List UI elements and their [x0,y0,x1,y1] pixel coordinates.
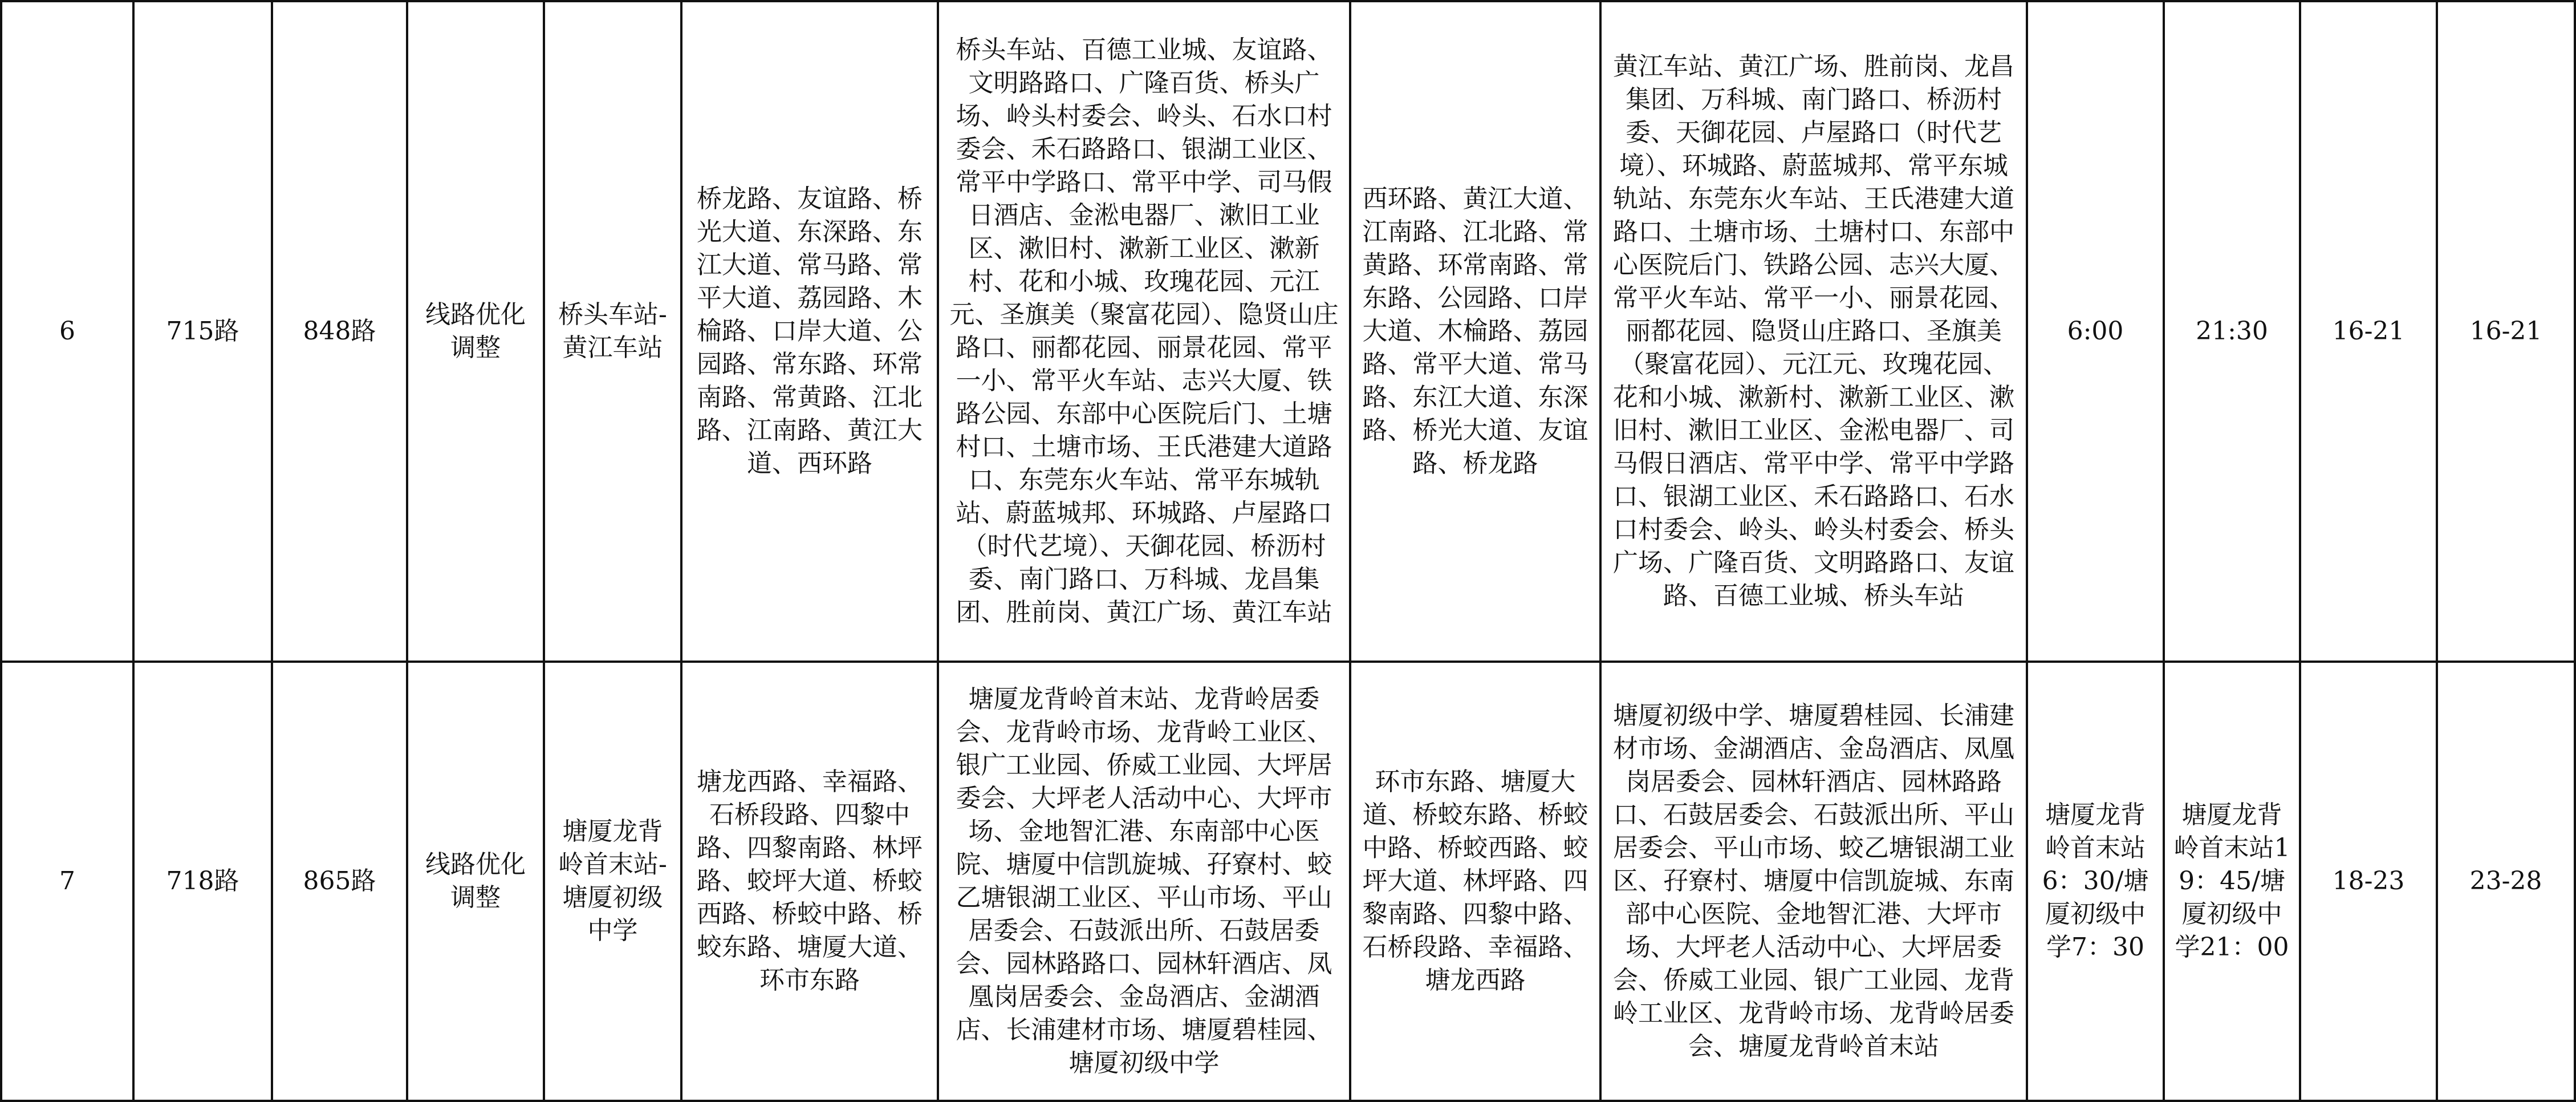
original-line: 718路 [133,662,272,1101]
interval-b: 23-28 [2437,662,2575,1101]
table-row [1,1,2575,662]
row-number: 6 [1,1,133,662]
interval-b: 16-21 [2437,1,2575,662]
interval-a: 16-21 [2300,1,2437,662]
stops-down: 塘厦初级中学、塘厦碧桂园、长浦建材市场、金湖酒店、金岛酒店、凤凰岗居委会、园林轩酒店、园林路路口、石鼓居委会、石鼓派出所、平山居委会、平山市场、蛟乙塘银湖工业区、孖寮村、塘厦中信凯旋城、东南部中心医院、金地智汇港、大坪市场、大坪老人活动中心、大坪居委会、侨威工业园、银广工业园、龙背岭工业区、龙背岭市场、龙背岭居委会、塘厦龙背岭首末站 [1600,662,2027,1101]
stops-up: 塘厦龙背岭首末站、龙背岭居委会、龙背岭市场、龙背岭工业区、银广工业园、侨威工业园、大坪居委会、大坪老人活动中心、大坪市场、金地智汇港、东南部中心医院、塘厦中信凯旋城、孖寮村、蛟乙塘银湖工业区、平山市场、平山居委会、石鼓派出所、石鼓居委会、园林路路口、园林轩酒店、凤凰岗居委会、金岛酒店、金湖酒店、长浦建材市场、塘厦碧桂园、塘厦初级中学 [938,662,1350,1101]
original-line: 715路 [133,1,272,662]
terminals: 塘厦龙背岭首末站-塘厦初级中学 [544,662,681,1101]
adjustment-type: 线路优化调整 [407,1,544,662]
roads-up: 塘龙西路、幸福路、石桥段路、四黎中路、四黎南路、林坪路、蛟坪大道、桥蛟西路、桥蛟中路、桥蛟东路、塘厦大道、环市东路 [681,662,938,1101]
stops-up: 桥头车站、百德工业城、友谊路、文明路路口、广隆百货、桥头广场、岭头村委会、岭头、石水口村委会、禾石路路口、银湖工业区、常平中学路口、常平中学、司马假日酒店、金淞电器厂、漱旧工业区、漱旧村、漱新工业区、漱新村、花和小城、玫瑰花园、元江元、圣旗美（聚富花园）、隐贤山庄路口、丽都花园、丽景花园、常平一小、常平火车站、志兴大厦、铁路公园、东部中心医院后门、土塘村口、土塘市场、王氏港建大道路口、东莞东火车站、常平东城轨站、蔚蓝城邦、环城路、卢屋路口（时代艺境）、天御花园、桥沥村委、南门路口、万科城、龙昌集团、胜前岗、黄江广场、黄江车站 [938,1,1350,662]
table-row [1,662,2575,1101]
terminals: 桥头车站-黄江车站 [544,1,681,662]
last-bus-time: 21:30 [2164,1,2300,662]
first-bus-time: 塘厦龙背岭首末站6：30/塘厦初级中学7：30 [2027,662,2164,1101]
first-bus-time: 6:00 [2027,1,2164,662]
roads-up: 桥龙路、友谊路、桥光大道、东深路、东江大道、常马路、常平大道、荔园路、木棆路、口岸大道、公园路、常东路、环常南路、常黄路、江北路、江南路、黄江大道、西环路 [681,1,938,662]
stops-down: 黄江车站、黄江广场、胜前岗、龙昌集团、万科城、南门路口、桥沥村委、天御花园、卢屋路口（时代艺境）、环城路、蔚蓝城邦、常平东城轨站、东莞东火车站、王氏港建大道路口、土塘市场、土塘村口、东部中心医院后门、铁路公园、志兴大厦、常平火车站、常平一小、丽景花园、丽都花园、隐贤山庄路口、圣旗美（聚富花园）、元江元、玫瑰花园、花和小城、漱新村、漱新工业区、漱旧村、漱旧工业区、金淞电器厂、司马假日酒店、常平中学、常平中学路口、银湖工业区、禾石路路口、石水口村委会、岭头、岭头村委会、桥头广场、广隆百货、文明路路口、友谊路、百德工业城、桥头车站 [1600,1,2027,662]
interval-a: 18-23 [2300,662,2437,1101]
last-bus-time: 塘厦龙背岭首末站19：45/塘厦初级中学21：00 [2164,662,2300,1101]
row-number: 7 [1,662,133,1101]
new-line: 865路 [272,662,407,1101]
new-line: 848路 [272,1,407,662]
roads-down: 环市东路、塘厦大道、桥蛟东路、桥蛟中路、桥蛟西路、蛟坪大道、林坪路、四黎南路、四黎中路、石桥段路、幸福路、塘龙西路 [1350,662,1600,1101]
roads-down: 西环路、黄江大道、江南路、江北路、常黄路、环常南路、常东路、公园路、口岸大道、木棆路、荔园路、常平大道、常马路、东江大道、东深路、桥光大道、友谊路、桥龙路 [1350,1,1600,662]
adjustment-type: 线路优化调整 [407,662,544,1101]
